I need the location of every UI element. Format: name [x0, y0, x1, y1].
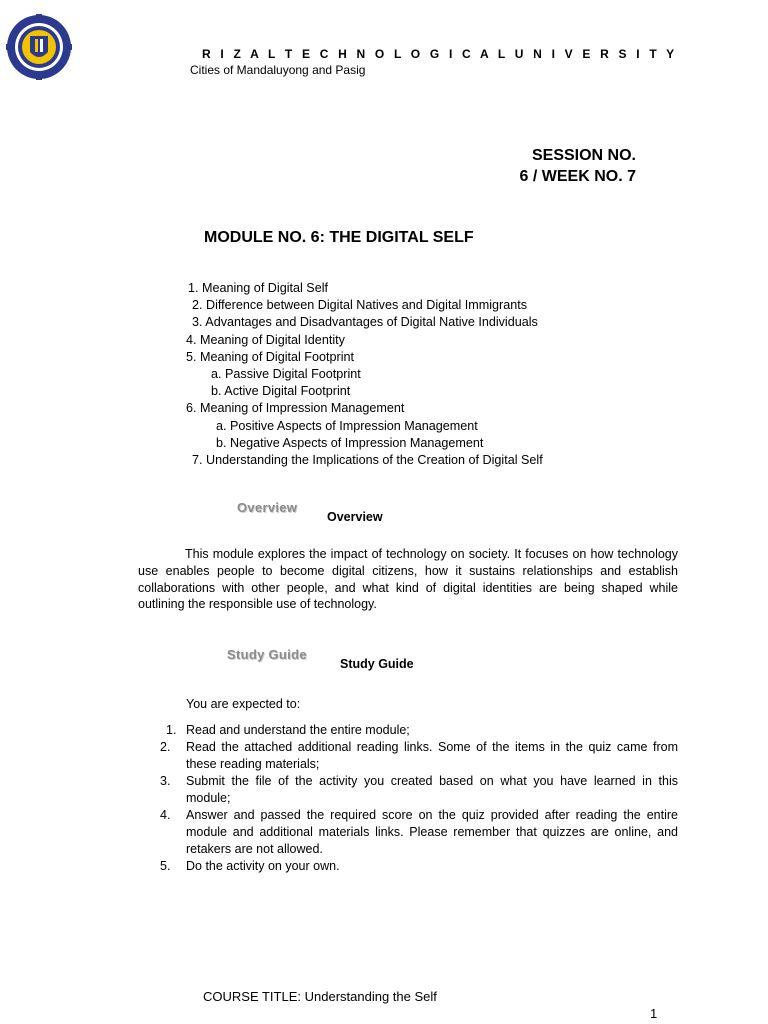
- topic-item: 3. Advantages and Disadvantages of Digital Native Individuals: [192, 315, 538, 330]
- topic-subitem: a. Passive Digital Footprint: [211, 367, 361, 382]
- topic-item: 7. Understanding the Implications of the Creation of Digital Self: [192, 453, 543, 468]
- topic-item: 1. Meaning of Digital Self: [188, 281, 329, 295]
- study-guide-list: [160, 722, 678, 875]
- study-guide-item: 4. Answer and passed the required score on the quiz provided after reading the entire module and additional materials links. Please remember that quizzes are online, and retakers are not allowed.: [160, 808, 678, 856]
- university-seal-logo: [6, 14, 72, 80]
- overview-section-image: Overview: [237, 500, 298, 515]
- week-number: 6 / WEEK NO. 7: [519, 168, 636, 185]
- topic-item: 2. Difference between Digital Natives and Digital Immigrants: [192, 298, 528, 313]
- page-number: 1: [650, 1006, 658, 1021]
- topic-subitem: a. Positive Aspects of Impression Management: [216, 418, 478, 433]
- study-guide-item: 1. Read and understand the entire module;: [166, 723, 410, 737]
- topic-item: 4. Meaning of Digital Identity: [186, 332, 345, 347]
- study-guide-section-image: Study Guide: [227, 647, 307, 662]
- study-guide-heading: Study Guide: [340, 657, 414, 671]
- topic-subitem: b. Active Digital Footprint: [211, 384, 351, 399]
- topic-item: 6. Meaning of Impression Management: [186, 401, 405, 416]
- session-number: SESSION NO.: [531, 147, 636, 164]
- university-name: R I Z A L T E C H N O L O G I C A L U N I V E R S I T Y: [202, 47, 678, 61]
- topic-list: [0, 280, 768, 469]
- overview-text: This module explores the impact of technology on society. It focuses on how technology use enables people to become digital citizens, how it sustains relationships and establish collaborations with other people, and what kind of digital identities are being shaped while outlining the responsible use of technology.: [138, 547, 678, 612]
- study-guide-item: 5. Do the activity on your own.: [160, 859, 340, 873]
- topic-item: 5. Meaning of Digital Footprint: [186, 349, 355, 364]
- session-info: [520, 145, 636, 187]
- module-title: MODULE NO. 6: THE DIGITAL SELF: [204, 229, 474, 246]
- overview-paragraph: [138, 546, 678, 613]
- topic-subitem: b. Negative Aspects of Impression Management: [216, 435, 484, 450]
- study-guide-intro: You are expected to:: [186, 697, 301, 711]
- university-cities: Cities of Mandaluyong and Pasig: [190, 63, 366, 77]
- course-title-footer: COURSE TITLE: Understanding the Self: [203, 989, 437, 1004]
- study-guide-item: 2. Read the attached additional reading links. Some of the items in the quiz came from these reading materials;: [160, 740, 678, 771]
- study-guide-item: 3. Submit the file of the activity you created based on what you have learned in this module;: [160, 774, 678, 805]
- overview-heading: Overview: [327, 510, 383, 524]
